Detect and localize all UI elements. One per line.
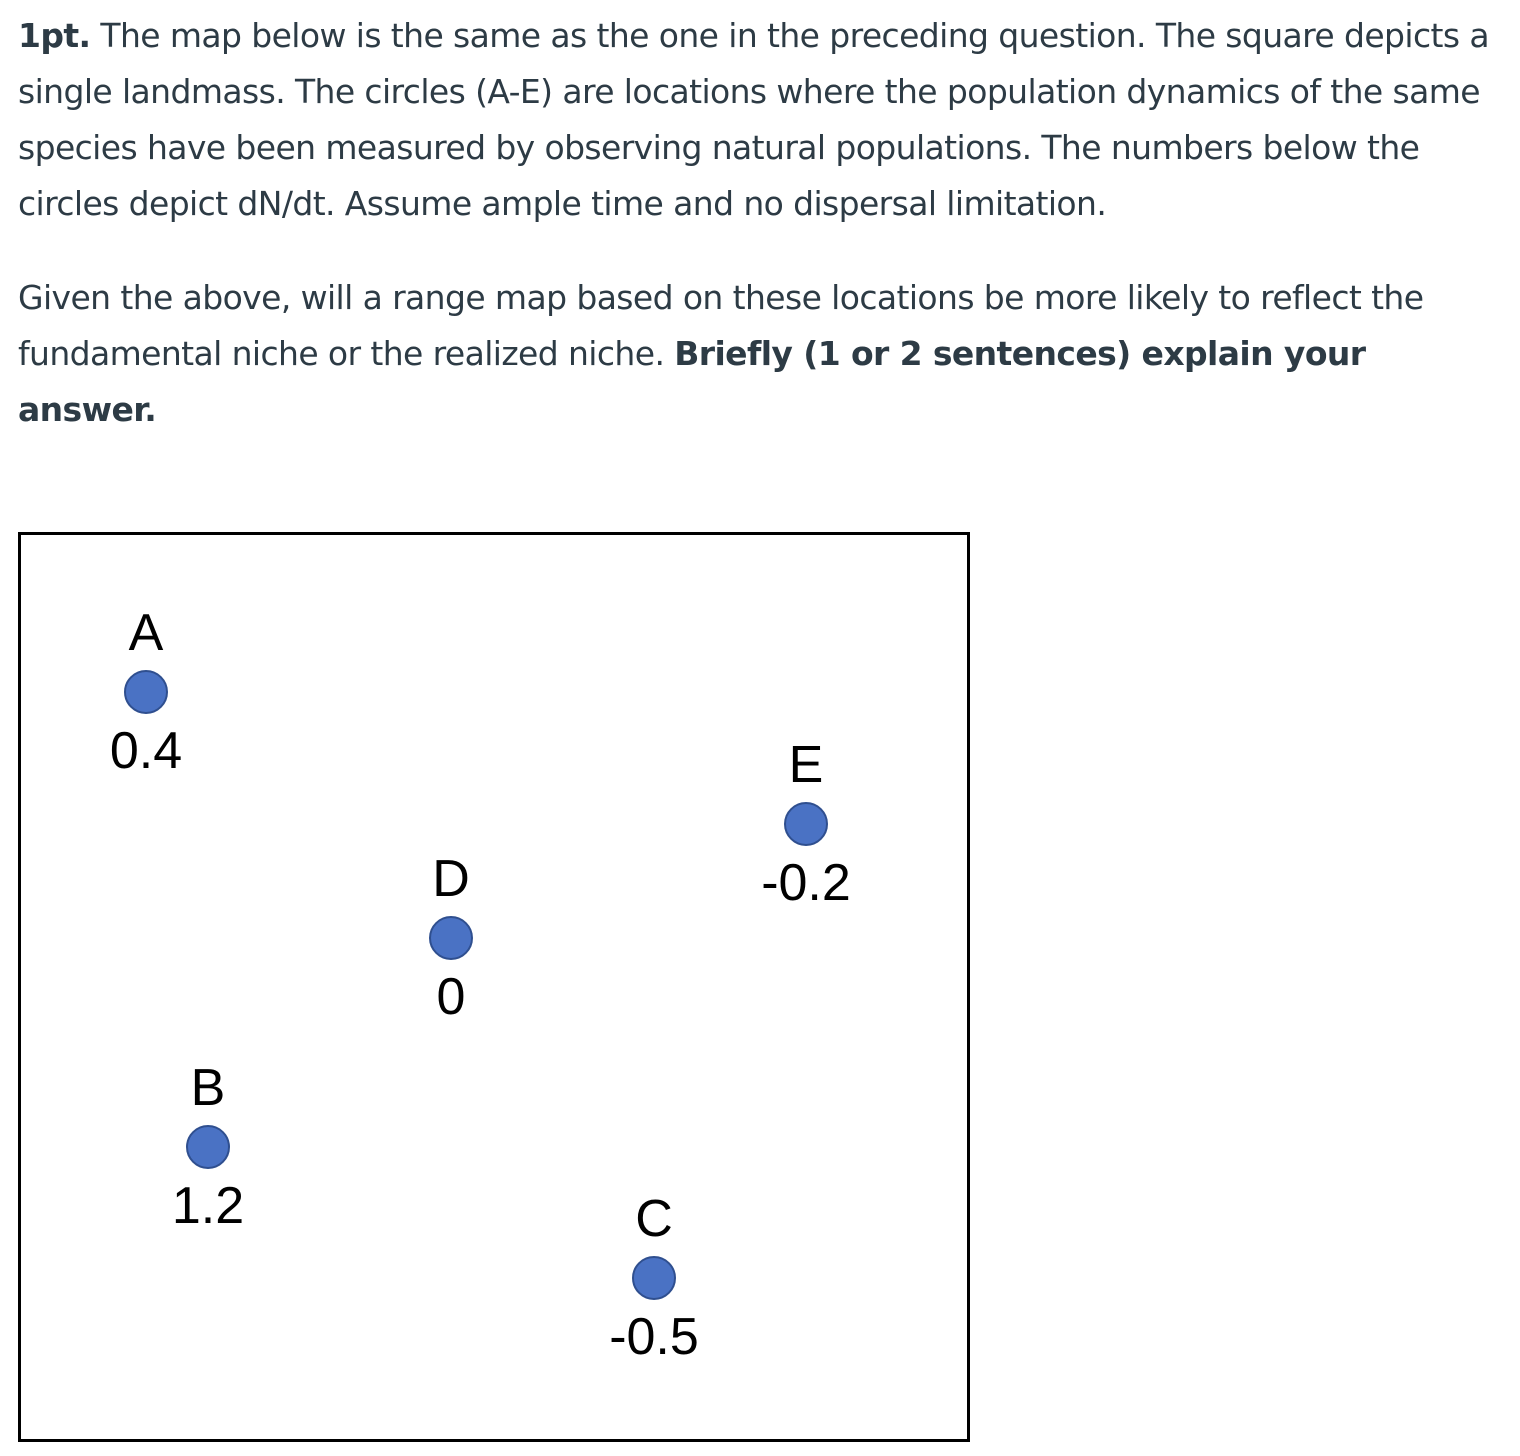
site-c-value: -0.5: [609, 1308, 699, 1366]
site-b-circle: [186, 1125, 230, 1169]
site-e-value: -0.2: [761, 854, 851, 912]
site-b-letter: B: [190, 1059, 226, 1117]
prompt-text: Given the above, will a range map based on these locations be more likely to reflect the fundamental niche or the realized niche.: [18, 278, 1424, 373]
site-a: [66, 605, 226, 779]
site-e-letter: E: [788, 736, 824, 794]
question-intro: [18, 8, 1498, 232]
site-e-circle: [784, 802, 828, 846]
site-a-letter: A: [128, 604, 164, 662]
site-b: [128, 1060, 288, 1234]
site-c-circle: [632, 1256, 676, 1300]
intro-text: The map below is the same as the one in the preceding question. The square depicts a single landmass. The circles (A-E) are locations where the population dynamics of the same species have been measured by observing natural populations. The numbers below the circles depict dN/dt. Assume ample time and no dispersal limitation.: [18, 16, 1489, 223]
points-label: 1pt.: [18, 16, 91, 55]
site-e: [726, 737, 886, 911]
question-prompt: [18, 270, 1498, 438]
site-d-value: 0: [436, 968, 466, 1026]
site-a-value: 0.4: [109, 722, 183, 780]
site-b-value-text: 1.2: [171, 1177, 245, 1235]
site-d: [371, 851, 531, 1025]
landmass-map: [18, 532, 970, 1442]
site-d-letter: D: [432, 850, 470, 908]
question-text: [18, 8, 1498, 438]
site-c: [574, 1191, 734, 1365]
site-d-circle: [429, 916, 473, 960]
site-c-letter: C: [635, 1190, 673, 1248]
site-a-circle: [124, 670, 168, 714]
prompt-bold: Briefly (1 or 2 sentences) explain your answer.: [18, 334, 1366, 429]
